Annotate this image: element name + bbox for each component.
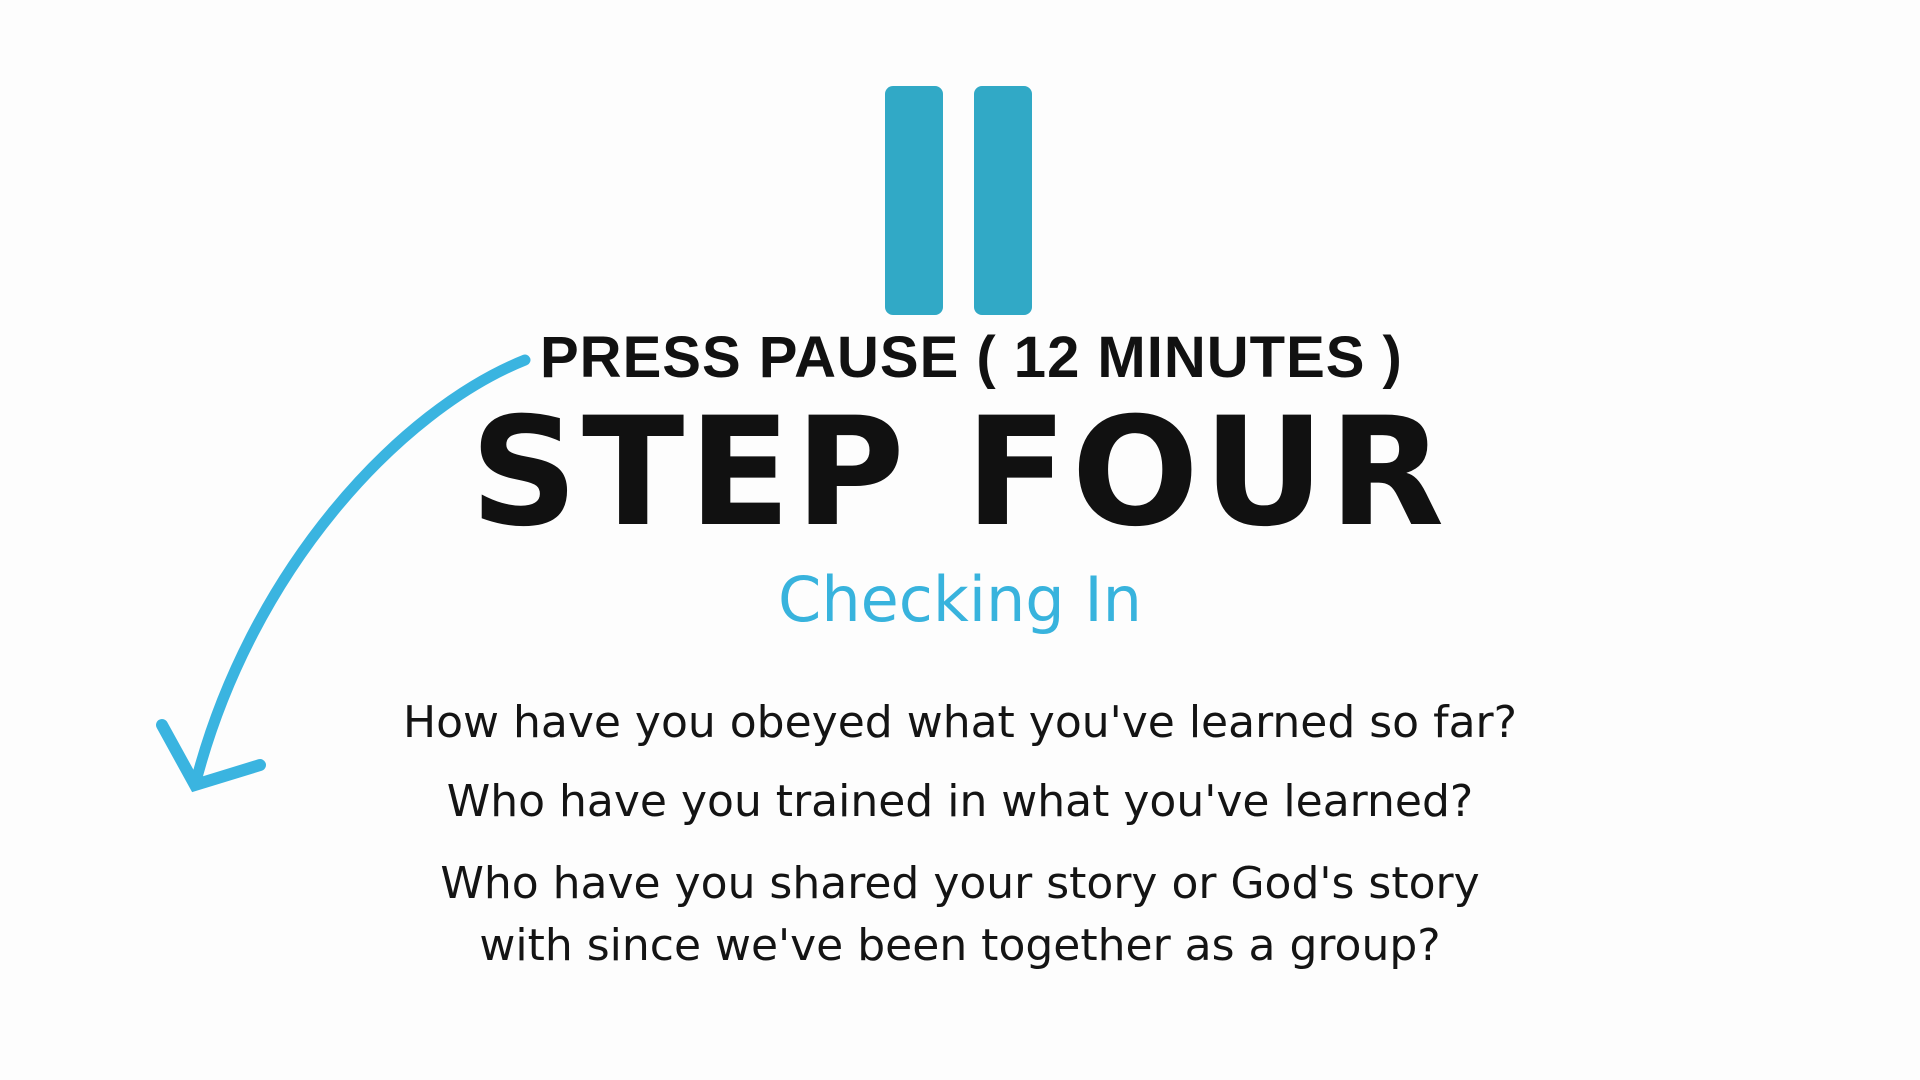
question-3 <box>380 853 1540 976</box>
subtitle: Checking In <box>778 563 1142 636</box>
press-pause-label: PRESS PAUSE ( 12 MINUTES ) <box>540 325 1403 390</box>
pause-bar-right <box>974 86 1032 315</box>
pause-icon <box>885 86 1032 315</box>
questions-list <box>380 695 1540 976</box>
question-3-line-1: Who have you shared your story or God's story <box>440 858 1480 909</box>
step-title: STEP FOUR <box>470 386 1449 560</box>
question-2: Who have you trained in what you've learned? <box>446 776 1474 827</box>
question-3-line-2: with since we've been together as a group? <box>479 919 1441 971</box>
pause-bar-left <box>885 86 943 315</box>
question-1: How have you obeyed what you've learned so far? <box>403 697 1517 748</box>
